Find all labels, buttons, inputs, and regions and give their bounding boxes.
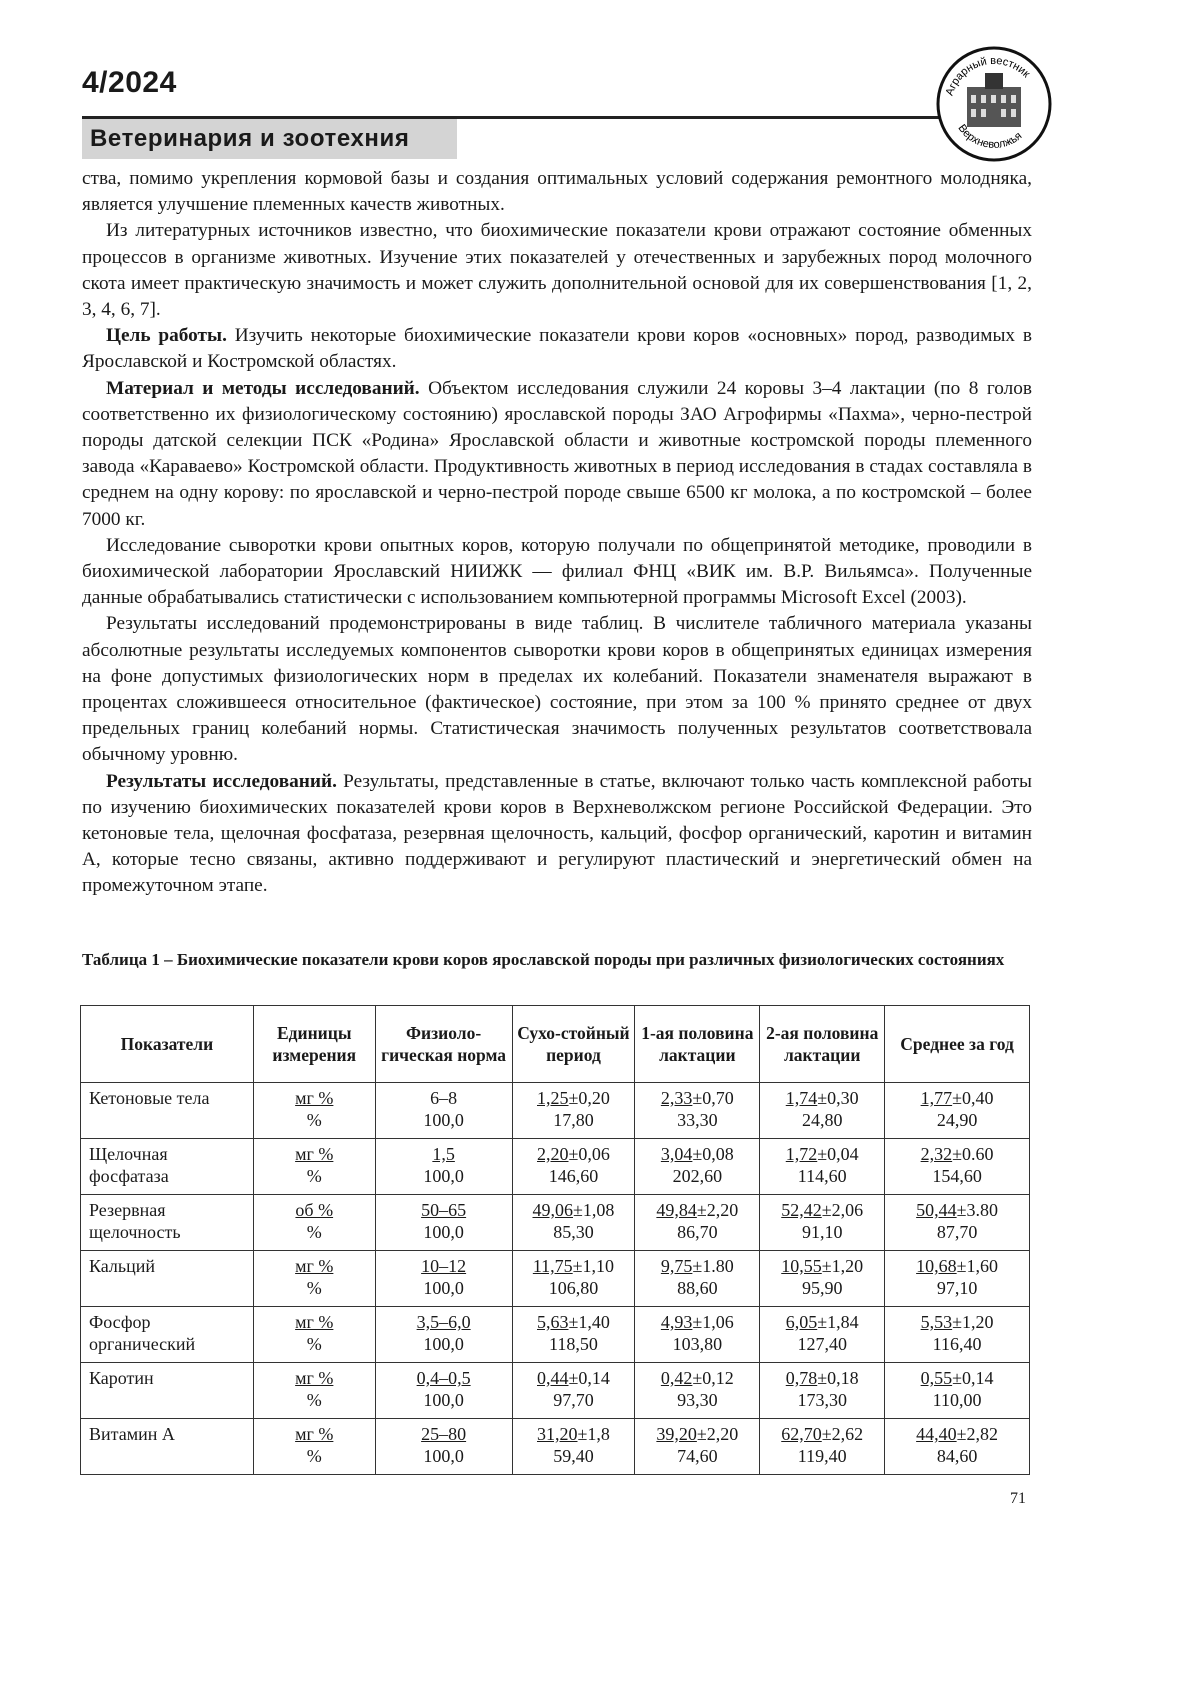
percent-value: 86,70	[677, 1222, 718, 1242]
value-cell	[885, 1363, 1030, 1419]
norm-percent: 100,0	[423, 1110, 464, 1130]
mean-value: 1,72	[786, 1144, 818, 1164]
data-table	[80, 1005, 1030, 1475]
value-cell	[635, 1083, 760, 1139]
section-title: Ветеринария и зоотехния	[82, 119, 457, 159]
value-cell	[512, 1139, 635, 1195]
indicator-name: Резервная щелочность	[81, 1195, 254, 1251]
mean-value: 44,40	[916, 1424, 957, 1444]
norm-cell	[375, 1195, 512, 1251]
mean-value: 1,74	[786, 1088, 818, 1108]
norm-cell	[375, 1419, 512, 1475]
value-cell	[760, 1307, 885, 1363]
value-cell	[885, 1419, 1030, 1475]
unit-numerator: мг %	[295, 1088, 333, 1108]
error-value: ±2,20	[697, 1200, 738, 1220]
norm-percent: 100,0	[423, 1390, 464, 1410]
error-value: ±0,04	[817, 1144, 858, 1164]
norm-cell	[375, 1139, 512, 1195]
mean-value: 0,44	[537, 1368, 569, 1388]
norm-value: 50–65	[421, 1200, 466, 1220]
value-cell	[760, 1419, 885, 1475]
error-value: ±1,10	[573, 1256, 614, 1276]
paragraph-text: Изучить некоторые биохимические показатели крови коров «основных» пород, разводимых в Ярославской и Костромской областях.	[82, 325, 1032, 372]
norm-percent: 100,0	[423, 1334, 464, 1354]
unit-cell	[253, 1139, 375, 1195]
value-cell	[760, 1251, 885, 1307]
value-cell	[885, 1139, 1030, 1195]
mean-value: 2,20	[537, 1144, 569, 1164]
column-header: 2-ая половина лактации	[760, 1006, 885, 1083]
unit-denominator: %	[307, 1390, 322, 1410]
paragraph-lead: Цель работы.	[106, 325, 227, 346]
table-row	[81, 1139, 1030, 1195]
unit-denominator: %	[307, 1110, 322, 1130]
indicator-name: Кальций	[81, 1251, 254, 1307]
percent-value: 87,70	[937, 1222, 978, 1242]
percent-value: 154,60	[932, 1166, 982, 1186]
error-value: ±2,06	[822, 1200, 863, 1220]
norm-cell	[375, 1083, 512, 1139]
paragraph	[82, 218, 1032, 323]
percent-value: 97,70	[553, 1390, 594, 1410]
mean-value: 0,42	[661, 1368, 693, 1388]
mean-value: 9,75	[661, 1256, 693, 1276]
error-value: ±1,8	[578, 1424, 610, 1444]
page-number: 71	[1010, 1490, 1026, 1508]
mean-value: 2,32	[921, 1144, 953, 1164]
percent-value: 146,60	[549, 1166, 599, 1186]
error-value: ±1,40	[569, 1312, 610, 1332]
value-cell	[760, 1195, 885, 1251]
mean-value: 31,20	[537, 1424, 578, 1444]
norm-value: 3,5–6,0	[417, 1312, 471, 1332]
unit-cell	[253, 1363, 375, 1419]
mean-value: 49,84	[656, 1200, 697, 1220]
error-value: ±0,70	[692, 1088, 733, 1108]
error-value: ±0,14	[569, 1368, 610, 1388]
percent-value: 202,60	[673, 1166, 723, 1186]
value-cell	[885, 1083, 1030, 1139]
norm-percent: 100,0	[423, 1222, 464, 1242]
paragraph-text: ства, помимо укрепления кормовой базы и создания оптимальных условий содержания ремонтного молодняка, является улучшение племенных качеств животных.	[82, 168, 1032, 215]
value-cell	[635, 1139, 760, 1195]
percent-value: 127,40	[797, 1334, 847, 1354]
mean-value: 49,06	[533, 1200, 574, 1220]
column-header: 1-ая половина лактации	[635, 1006, 760, 1083]
value-cell	[512, 1363, 635, 1419]
table-row	[81, 1419, 1030, 1475]
paragraph	[82, 611, 1032, 768]
indicator-name: Каротин	[81, 1363, 254, 1419]
error-value: ±0,14	[952, 1368, 993, 1388]
unit-cell	[253, 1307, 375, 1363]
indicator-name: Кетоновые тела	[81, 1083, 254, 1139]
table-row	[81, 1363, 1030, 1419]
article-body	[82, 166, 1032, 900]
value-cell	[635, 1419, 760, 1475]
table-row	[81, 1251, 1030, 1307]
percent-value: 93,30	[677, 1390, 718, 1410]
error-value: ±0,06	[569, 1144, 610, 1164]
percent-value: 106,80	[549, 1278, 599, 1298]
norm-value: 1,5	[432, 1144, 455, 1164]
value-cell	[885, 1251, 1030, 1307]
mean-value: 4,93	[661, 1312, 693, 1332]
mean-value: 0,55	[921, 1368, 953, 1388]
unit-denominator: %	[307, 1334, 322, 1354]
norm-percent: 100,0	[423, 1166, 464, 1186]
mean-value: 50,44	[916, 1200, 957, 1220]
mean-value: 39,20	[656, 1424, 697, 1444]
unit-numerator: мг %	[295, 1144, 333, 1164]
table-row	[81, 1307, 1030, 1363]
mean-value: 10,68	[916, 1256, 957, 1276]
value-cell	[512, 1251, 635, 1307]
error-value: ±1.80	[692, 1256, 733, 1276]
error-value: ±0,18	[817, 1368, 858, 1388]
value-cell	[635, 1195, 760, 1251]
mean-value: 6,05	[786, 1312, 818, 1332]
error-value: ±0,40	[952, 1088, 993, 1108]
norm-cell	[375, 1307, 512, 1363]
mean-value: 62,70	[781, 1424, 822, 1444]
norm-percent: 100,0	[423, 1446, 464, 1466]
paragraph-text: Результаты, представленные в статье, включают только часть комплексной работы по изучению биохимических показателей крови коров в Верхневолжском регионе Российской Федерации. Это кетоновые тела, щелочная фосфатаза, резервная щелочность, кальций, фосфор органический, каротин и витамин А, которые тесно связаны, активно поддерживают и регулируют пластический и энергетический обмен на промежуточном этапе.	[82, 771, 1032, 897]
paragraph-text: Исследование сыворотки крови опытных коров, которую получали по общепринятой методике, проводили в биохимической лаборатории Ярославский НИИЖК — филиал ФНЦ «ВИК им. В.Р. Вильямса». Полученные данные обрабатывались статистически с использованием компьютерной программы Microsoft Excel (2003).	[82, 535, 1032, 608]
value-cell	[760, 1363, 885, 1419]
mean-value: 10,55	[781, 1256, 822, 1276]
indicator-name: Щелочная фосфатаза	[81, 1139, 254, 1195]
unit-numerator: мг %	[295, 1424, 333, 1444]
norm-value: 25–80	[421, 1424, 466, 1444]
table-row	[81, 1083, 1030, 1139]
unit-denominator: %	[307, 1166, 322, 1186]
percent-value: 173,30	[797, 1390, 847, 1410]
mean-value: 1,77	[921, 1088, 953, 1108]
value-cell	[512, 1307, 635, 1363]
error-value: ±3.80	[957, 1200, 998, 1220]
svg-text:Верхневолжья: Верхневолжья	[955, 122, 1024, 151]
value-cell	[885, 1195, 1030, 1251]
error-value: ±1,06	[692, 1312, 733, 1332]
error-value: ±1,84	[817, 1312, 858, 1332]
unit-cell	[253, 1419, 375, 1475]
error-value: ±2,62	[822, 1424, 863, 1444]
mean-value: 2,33	[661, 1088, 693, 1108]
unit-cell	[253, 1083, 375, 1139]
paragraph-results	[82, 769, 1032, 900]
value-cell	[885, 1307, 1030, 1363]
norm-percent: 100,0	[423, 1278, 464, 1298]
mean-value: 11,75	[533, 1256, 573, 1276]
error-value: ±0,20	[569, 1088, 610, 1108]
paragraph-text: Объектом исследования служили 24 коровы 3–4 лактации (по 8 голов соответственно их физиологическому состоянию) ярославской породы ЗАО Агрофирмы «Пахма», черно-пестрой породы датской селекции ПСК «Родина» Ярославской области и животные костромской породы племенного завода «Караваево» Костромской области. Продуктивность животных в период исследования в стадах составляла в среднем на одну корову: по ярославской и черно-пестрой породе свыше 6500 кг молока, а по костромской – более 7000 кг.	[82, 378, 1032, 530]
unit-cell	[253, 1251, 375, 1307]
percent-value: 116,40	[933, 1334, 982, 1354]
error-value: ±2,82	[957, 1424, 998, 1444]
value-cell	[760, 1139, 885, 1195]
unit-denominator: %	[307, 1446, 322, 1466]
norm-cell	[375, 1363, 512, 1419]
unit-denominator: %	[307, 1278, 322, 1298]
paragraph-text: Из литературных источников известно, что биохимические показатели крови отражают состояние обменных процессов в организме животных. Изучение этих показателей у отечественных и зарубежных пород молочного скота имеет практическую значимость и может служить дополнительной основой для их совершенствования [1, 2, 3, 4, 6, 7].	[82, 220, 1032, 320]
value-cell	[760, 1083, 885, 1139]
mean-value: 0,78	[786, 1368, 818, 1388]
error-value: ±0.60	[952, 1144, 993, 1164]
percent-value: 95,90	[802, 1278, 843, 1298]
mean-value: 1,25	[537, 1088, 569, 1108]
percent-value: 97,10	[937, 1278, 978, 1298]
percent-value: 85,30	[553, 1222, 594, 1242]
paragraph-text: Результаты исследований продемонстрированы в виде таблиц. В числителе табличного материала указаны абсолютные результаты исследуемых компонентов сыворотки крови коров в общепринятых единицах измерения на фоне допустимых физиологических норм в пределах их колебаний. Показатели знаменателя выражают в процентах сложившееся относительное (фактическое) состояние, при этом за 100 % принято среднее от двух предельных границ колебаний нормы. Статистическая значимость полученных результатов соответствовала обычному уровню.	[82, 613, 1032, 765]
paragraph	[82, 166, 1032, 218]
value-cell	[512, 1083, 635, 1139]
indicator-name: Витамин А	[81, 1419, 254, 1475]
table-row	[81, 1195, 1030, 1251]
error-value: ±0,30	[817, 1088, 858, 1108]
indicator-name: Фосфор органический	[81, 1307, 254, 1363]
paragraph-lead: Материал и методы исследований.	[106, 378, 420, 399]
percent-value: 33,30	[677, 1110, 718, 1130]
paragraph-methods	[82, 376, 1032, 533]
unit-numerator: мг %	[295, 1368, 333, 1388]
percent-value: 74,60	[677, 1446, 718, 1466]
unit-numerator: мг %	[295, 1256, 333, 1276]
value-cell	[512, 1195, 635, 1251]
mean-value: 3,04	[661, 1144, 693, 1164]
value-cell	[635, 1307, 760, 1363]
error-value: ±1,60	[957, 1256, 998, 1276]
percent-value: 88,60	[677, 1278, 718, 1298]
journal-logo	[935, 45, 1053, 163]
error-value: ±2,20	[697, 1424, 738, 1444]
paragraph	[82, 533, 1032, 612]
unit-numerator: об %	[295, 1200, 333, 1220]
norm-value: 10–12	[421, 1256, 466, 1276]
norm-value: 0,4–0,5	[417, 1368, 471, 1388]
column-header: Физиоло-гическая норма	[375, 1006, 512, 1083]
error-value: ±1,20	[822, 1256, 863, 1276]
norm-value: 6–8	[430, 1088, 457, 1108]
percent-value: 91,10	[802, 1222, 843, 1242]
percent-value: 17,80	[553, 1110, 594, 1130]
svg-text:Аграрный вестник: Аграрный вестник	[944, 55, 1033, 97]
column-header: Единицы измерения	[253, 1006, 375, 1083]
value-cell	[635, 1251, 760, 1307]
error-value: ±0,12	[692, 1368, 733, 1388]
mean-value: 5,53	[921, 1312, 953, 1332]
percent-value: 24,90	[937, 1110, 978, 1130]
error-value: ±1,20	[952, 1312, 993, 1332]
error-value: ±1,08	[573, 1200, 614, 1220]
percent-value: 84,60	[937, 1446, 978, 1466]
unit-cell	[253, 1195, 375, 1251]
paragraph-lead: Результаты исследований.	[106, 771, 337, 792]
percent-value: 118,50	[549, 1334, 598, 1354]
mean-value: 5,63	[537, 1312, 569, 1332]
table-caption: Таблица 1 – Биохимические показатели крови коров ярославской породы при различных физиологических состояниях	[82, 948, 1030, 972]
norm-cell	[375, 1251, 512, 1307]
percent-value: 110,00	[933, 1390, 982, 1410]
percent-value: 119,40	[798, 1446, 847, 1466]
issue-number: 4/2024	[82, 66, 177, 100]
percent-value: 103,80	[673, 1334, 723, 1354]
error-value: ±0,08	[692, 1144, 733, 1164]
percent-value: 59,40	[553, 1446, 594, 1466]
paragraph-aim	[82, 323, 1032, 375]
unit-numerator: мг %	[295, 1312, 333, 1332]
column-header: Среднее за год	[885, 1006, 1030, 1083]
unit-denominator: %	[307, 1222, 322, 1242]
value-cell	[635, 1363, 760, 1419]
percent-value: 114,60	[798, 1166, 847, 1186]
column-header: Сухо-стойный период	[512, 1006, 635, 1083]
percent-value: 24,80	[802, 1110, 843, 1130]
mean-value: 52,42	[781, 1200, 822, 1220]
value-cell	[512, 1419, 635, 1475]
column-header: Показатели	[81, 1006, 254, 1083]
